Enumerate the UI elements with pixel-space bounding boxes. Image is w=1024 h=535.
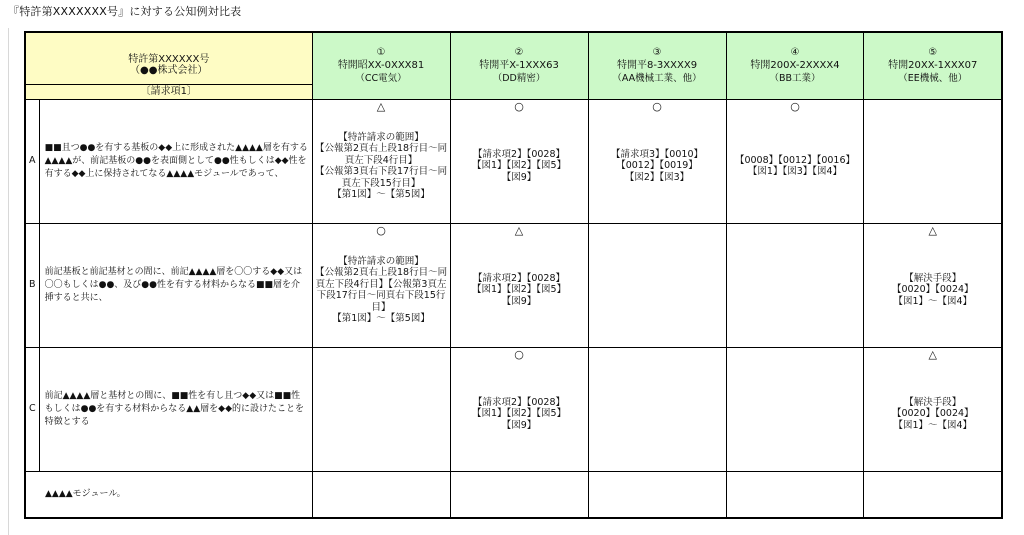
claim-feature-text: ■■且つ●●を有する基板の◆◆上に形成された▲▲▲▲層を有する▲▲▲▲が、前記基板の●●を表面側として●●性もしくは◆◆性を有する◆◆上に保持されてなる▲▲▲▲モジュールであって、 <box>39 99 312 223</box>
match-symbol: △ <box>928 223 937 237</box>
citation-text <box>589 276 726 294</box>
empty-cell <box>726 471 864 518</box>
comparison-cell <box>726 99 864 223</box>
reference-number: 特開20XX-1XXX07 <box>888 59 978 71</box>
citation-text <box>864 152 1001 170</box>
header-row <box>25 32 1002 84</box>
match-symbol: ○ <box>790 99 800 113</box>
reference-header-3 <box>588 32 726 99</box>
empty-cell <box>588 471 726 518</box>
match-symbol: ○ <box>376 223 386 237</box>
reference-index: ④ <box>790 47 800 58</box>
citation-text: 【請求項2】【0028】 【図1】【図2】【図5】 【図9】 <box>471 396 567 431</box>
comparison-cell <box>726 347 864 471</box>
comparison-cell <box>588 99 726 223</box>
citation-text: 【請求項2】【0028】 【図1】【図2】【図5】 【図9】 <box>471 272 567 307</box>
claim-final-feature-text: ▲▲▲▲モジュール。 <box>25 471 312 518</box>
citation-text <box>727 400 864 418</box>
citation-text: 【特許請求の範囲】 【公報第2頁右上段18行目〜同頁左下段4行目】 【公報第3頁右下段17行目〜同頁左下段15行目】 【第1図】〜【第5図】 <box>314 131 448 200</box>
comparison-cell <box>864 347 1002 471</box>
reference-index: ② <box>514 47 524 58</box>
reference-header-1 <box>312 32 450 99</box>
empty-cell <box>312 471 450 518</box>
citation-text: 【解決手段】 【0020】【0024】 【図1】〜【図4】 <box>891 272 974 307</box>
comparison-cell <box>312 223 450 347</box>
citation-text <box>727 276 864 294</box>
comparison-cell <box>312 347 450 471</box>
citation-text: 【請求項2】【0028】 【図1】【図2】【図5】 【図9】 <box>471 148 567 183</box>
comparison-cell <box>864 99 1002 223</box>
target-patent-owner: （●●株式会社） <box>130 65 208 77</box>
comparison-cell <box>450 99 588 223</box>
comparison-table <box>24 31 1003 519</box>
table-row <box>25 99 1002 223</box>
match-symbol: △ <box>928 347 937 361</box>
citation-text: 【解決手段】 【0020】【0024】 【図1】〜【図4】 <box>891 396 974 431</box>
comparison-cell <box>312 99 450 223</box>
reference-owner: （BB工業） <box>769 73 821 84</box>
document-title: 『特許第XXXXXXX号』に対する公知例対比表 <box>8 5 242 18</box>
table-row <box>25 471 1002 518</box>
comparison-cell <box>588 223 726 347</box>
match-symbol: ○ <box>514 99 524 113</box>
reference-header-2 <box>450 32 588 99</box>
spreadsheet-area <box>8 28 1024 535</box>
citation-text: 【0008】【0012】【0016】 【図1】【図3】【図4】 <box>734 154 855 177</box>
citation-text <box>589 400 726 418</box>
reference-owner: （AA機械工業、他） <box>612 73 702 84</box>
citation-text: 【特許請求の範囲】 【公報第2頁右上段18行目〜同頁左下段4行目】【公報第3頁左下段17行目〜同頁右下段15行目】 【第1図】〜【第5図】 <box>314 255 448 324</box>
reference-number: 特開200X-2XXXX4 <box>750 59 840 71</box>
claim-label: 〔請求項1〕 <box>25 84 312 99</box>
match-symbol: △ <box>376 99 386 113</box>
target-patent-number: 特許第XXXXXX号 <box>128 53 210 65</box>
table-row <box>25 223 1002 347</box>
match-symbol: ○ <box>652 99 662 113</box>
reference-number: 特開平8-3XXXX9 <box>616 59 698 71</box>
comparison-cell <box>588 347 726 471</box>
claim-feature-text: 前記▲▲▲▲層と基材との間に、■■性を有し且つ◆◆又は■■性もしくは●●を有する材料からなる▲▲層を◆◆的に設けたことを特徴とする <box>39 347 312 471</box>
empty-cell <box>450 471 588 518</box>
comparison-cell <box>864 223 1002 347</box>
reference-header-4 <box>726 32 864 99</box>
reference-index: ③ <box>652 47 662 58</box>
reference-owner: （EE機械、他） <box>898 73 968 84</box>
claim-feature-text: 前記基板と前記基材との間に、前記▲▲▲▲層を〇〇する◆◆又は〇〇もしくは●●、及び●●性を有する材料からなる■■層を介挿すると共に、 <box>39 223 312 347</box>
reference-header-5 <box>864 32 1002 99</box>
target-patent-header <box>25 32 312 84</box>
table-row <box>25 347 1002 471</box>
reference-index: ① <box>376 47 386 58</box>
empty-cell <box>864 471 1002 518</box>
comparison-cell <box>450 347 588 471</box>
comparison-cell <box>726 223 864 347</box>
reference-number: 特開平X-1XXX63 <box>479 59 559 71</box>
row-key: A <box>25 99 39 223</box>
reference-owner: （CC電気） <box>355 73 407 84</box>
citation-text: 【請求項3】【0010】 【0012】【0019】 【図2】【図3】 <box>611 148 703 183</box>
match-symbol: △ <box>514 223 524 237</box>
reference-owner: （DD精密） <box>492 73 546 84</box>
comparison-cell <box>450 223 588 347</box>
reference-index: ⑤ <box>928 47 938 58</box>
row-key: B <box>25 223 39 347</box>
match-symbol: ○ <box>514 347 524 361</box>
citation-text <box>313 400 450 418</box>
row-key: C <box>25 347 39 471</box>
reference-number: 特開昭XX-0XXX81 <box>337 59 425 71</box>
